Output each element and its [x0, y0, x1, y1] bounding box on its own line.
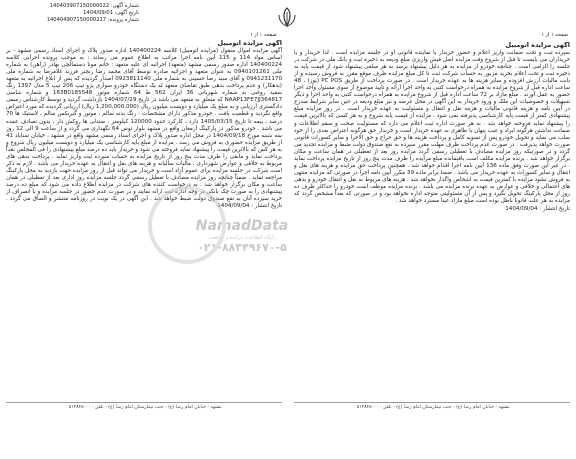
- right-ad-date: تاریخ انتشار : 1404/09/04: [505, 206, 570, 213]
- footer-right: مشهد - خیابان امام رضا (ع) - جنب بیمارستان امام رضا (ع) - تلفن ۰۵۱۳۸۴۵۰۰۰۰: [294, 402, 570, 410]
- footer-left: مشهد - خیابان امام رضا (ع) - جنب بیمارستان امام رضا (ع) - تلفن ۰۵۱۳۸۴۵۰۰۰۰: [6, 402, 282, 410]
- right-ad-column: [294, 42, 570, 400]
- watermark-brand: NamadData: [195, 218, 289, 234]
- watermark: [182, 218, 302, 254]
- right-ad-body: سپرده ثبت و تحت ضمانت واریز اعلام و حضور خریدار یا نماینده قانونی او در جلسه مزایده است . لذا خریدار و یا خریداران می بایست تا قبل از شروع وقت مزایده اصل فیش واریزی مبلغ ودیعه به ذخیره ثبت و بانک ملی در شرکت در جلسه را الزامی است . چنانچه خودرو از مزایده به هر دلیل پیشنهاد برسد به هر مبلغی پیشنهاد شود از قیمت پایه به ذخیره ثبت و تحت اعلام بخرید مزبور به حساب شرکت ثبت تا کل مبلغ مزایده ظرف موقع مقرر به فروش رسیده و از بابت مالیات ارزش افزوده و سایر هزینه ها به عهده خریدار است . در صورت پرداخت از طریق PC POS (پوز) ، 48 ساعت اداره قبل از شروع مزایده به همراه درخواست کتبی به واحد اجرا ارائه و تایید موضوع از سوی مسئول واحد اجرا حضور به عمل آورند . مبلغ مازاد بر 72 ساعت اداره قبل از شروع مزایده به همراه درخواست کتبی به واحد اجرا و دیگر تسهیلات و خصوصیات این ملک و ورود خریدار به این آگهی در محل عرضه و نیز مبلغ ودیعه در حین سایر شرایط مندرج در آیین نامه و هزینه قانونی مالیات و هزینه نقل و انتقال و مسئولیت به عهده خریدار است . در روز مزایده مبلغ پیشنهادی کمتر از قیمت پایه کارشناسی پذیرفته نمی شود . مزایده از قیمت پایه شروع و به هر کسی که بالاترین قیمت را پیشنهاد نماید فروخته خواهد شد . به هر صورت اداره ثبت اعلام می دارد که مسئولیت صحت و سقم اطلاعات و ضمانت نداشتن هرگونه ایراد و عیب پنهان یا ظاهری به عهده خریدار است و خریدار حق هرگونه اعتراض بعدی را از خود سلب می نماید و تحویل خودرو پس از تسویه کامل و پرداخت هزینه ها و حق حراج و حق الاجرا و سایر کسورات قانونی صورت خواهد پذیرفت . در صورت عدم پرداخت ظرف مهلت مقرر سپرده به نفع صندوق دولت ضبط و مزایده تجدید می گردد و در صورتیکه روز مزایده مصادف با تعطیلی رسمی گردد مزایده روز بعد از تعطیلی در همان ساعت و مکان برگزار خواهد شد . برنده مزایده مکلف است باقیمانده مبلغ مزایده را ظرف مدت پنج روز از تاریخ مزایده پرداخت نماید . در غیر این صورت وفق ماده 136 آیین نامه اجرا اقدام خواهد شد . همچنین پرداخت حق مزایده و هزینه های نقل و انتقال و سایر کسورات به عهده خریدار می باشد . ضمنا برابر ماده 39 مکرر آیین نامه اجرا در صورتی که مزایده منتهی به فروش نشود مزایده با کمترین قیمت به اشخاص واگذار نخواهد شد . هزینه های مربوط به نقل و انتقال خودرو و بدهی های احتمالی و خلافی و عوارض به عهده برنده مزایده می باشد . برنده مزایده موظف است خودرو را حداکثر ظرف ده روز از محل پارکینگ تحویل بگیرد و پس از آن مسئولیتی متوجه اداره نخواهد بود و در صورتی که بعداً مشخص گردد که مزایده به هر علت قانونا باطل بوده است مبلغ مازاد عینا مسترد خواهد شد .: [294, 50, 570, 205]
- ad-meta: [4, 3, 139, 24]
- state-emblem-icon: [275, 6, 299, 28]
- watermark-subtitle: پایگاه اطلاعات مزایده و مناقصه: [208, 235, 276, 241]
- file-number: شماره پرونده: 140404907150000217: [46, 17, 139, 23]
- watermark-phone: ۰۲۱-۸۸۳۴۹۶۷۰-۵: [197, 241, 287, 254]
- watermark-circle-icon: [148, 186, 226, 264]
- left-ad-heading: آگهی مزایده اتومبیل: [217, 40, 282, 47]
- left-ad-body: آگهی مزایده اموال منقول (مزایده اتومبیل) کلاسه 140400224 اداره صدور پلاک و اجرای اسناد رسمی مشهد - بر اساس مواد 114 و 115 آیین نامه اجرا مراتب به اطلاع عموم می رساند : به موجب پرونده اجرایی کلاسه 140400224 اداره صدور رسمی مشهد (متعهد) اجرائیه ای علیه متعهد : خانم مونا دستمالچی بهادر (راهن) به شماره ملی 0940101261 به عنوان متعهد و اجرائیه صادره توسط آقای محمد رضا رنجبر فرزند غلامرضا به شماره ملی 0941231170 و آقای سید رضا حسینی به شماره ملی 0923811140 اصدار گردیده که پس از ابلاغ اجرائیه به متعهد (بدهکار) و عدم پرداخت بدهی طبق تقاضای متعهد له یک دستگاه خودرو سواری پژو تیپ 206 تیپ 5 مدل 1397 رنگ سفید روغنی به شماره شهربانی 36 ایران 562 ط 64 شماره موتور 163B0185548 و شماره شاسی NAAP13FE7JJ364817 که متعلق به متعهد می باشد در تاریخ 1404/07/29 بازداشت گردید و توسط کارشناس رسمی دادگستری ارزیابی و به مبلغ یک میلیارد و دویست میلیون ریال (1,200,000,000 ریال) ارزیابی گردیده که مورد اعتراض واقع نگردید و قطعیت یافت . خودرو مذکور دارای مشخصات : رنگ بدنه سالم ، موتور و گیربکس سالم ، لاستیک ها 70 درصد ، بیمه تا تاریخ 1405/03/15 دارد ، کارکرد حدود 120000 کیلومتر ، صندلی ها روکش دار ، بدون تصادف عمده می باشد . خودرو مذکور در پارکینگ ارمغان واقع در مشهد بلوار توس 64 نگهداری می گردد و از ساعت 9 الی 12 روز سه شنبه مورخ 1404/09/18 در محل اداره صدور پلاک و اجرای اسناد رسمی مشهد واقع در مشهد ، خیابان سناباد 41 از طریق مزایده حضوری به فروش می رسد . مزایده از مبلغ پایه کارشناسی یک میلیارد و دویست میلیون ریال شروع و به هر کس که بالاترین قیمت را پیشنهاد نماید فروخته می شود و خریدار باید ده درصد مبلغ پیشنهادی را فی المجلس نقداً پرداخت نماید و مابقی را ظرف مدت پنج روز از تاریخ مزایده به حساب سپرده ثبت واریز نماید . پرداخت بدهی های مربوط به خلافی و عوارض شهرداری ، مالیات سالیانه و هزینه های نقل و انتقال به عهده خریدار می باشد . لازم به ذکر است شرکت در جلسه مزایده برای عموم آزاد است و خریدار می تواند قبل از روز مزایده جهت بازدید به محل پارکینگ مراجعه نماید . ضمناً چنانچه روز مزایده مصادف با تعطیل رسمی گردد جلسه مزایده روز اداری بعد از تعطیلی در همان ساعت و مکان برگزار خواهد شد . به درخواست کننده های شرکت در مزایده اطلاع داده می شود که مبلغ ده درصد پیشنهادی را به صورت چک بانکی در وجه اداره ثبت ارائه نمایند و در صورت عدم حضور در جلسه مزایده و یا انصراف از خرید سپرده آنان به نفع صندوق دولت ضبط خواهد شد . این آگهی در یک نوبت در روزنامه منتشر و الصاق می گردد . تاریخ انتشار : 1404/09/04: [6, 48, 282, 210]
- right-ad-heading: آگهی مزایده اتومبیل: [505, 42, 570, 49]
- page-label-left: صفحه ۱ از ۱: [250, 32, 277, 38]
- ad-number: شماره آگهی: 140403907150000022: [49, 3, 139, 9]
- print-date: تاریخ آگهی: 1404/09/01: [83, 10, 139, 16]
- page-label-right: صفحه ۱ از ۱: [541, 32, 568, 38]
